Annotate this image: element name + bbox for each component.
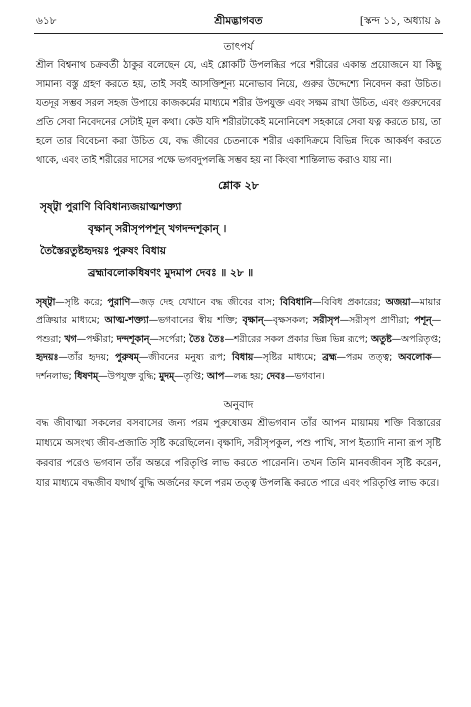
page-number: ৬১৮ (36, 15, 57, 27)
synonym-word: দেবঃ (266, 370, 286, 382)
synonym-word: দন্দশূকান্ (116, 333, 150, 345)
synonym-word: মুদম্ (159, 370, 175, 382)
synonym-meaning: —পশুরা; (36, 315, 441, 345)
synonym-word: হৃদয়ঃ (36, 352, 59, 364)
purport-heading: তাৎপর্য (223, 41, 254, 53)
verse-line: তৈস্তৈরতুষ্টহৃদয়ঃ পুরুষং বিধায় (40, 245, 166, 257)
synonym-meaning: —তৃপ্তি; (174, 370, 207, 382)
synonym-meaning: —সরীসৃপ প্রাণীরা; (339, 315, 415, 327)
synonym-meaning: —সৃষ্টি করে; (55, 296, 108, 308)
synonym-meaning: —জড় দেহ যেখানে বদ্ধ জীবের বাস; (130, 296, 280, 308)
synonym-word: পুরুষম্ (115, 352, 139, 364)
verse-line: বৃক্ষান্ সরীসৃপপশূন্ খগদন্দশূকান্ । (88, 223, 227, 235)
synonym-word: অবলোক (398, 352, 432, 364)
synonym-meaning: —বৃক্ষসকল; (263, 315, 314, 327)
translation-heading: অনুবাদ (223, 398, 254, 411)
synonym-word: পুরাণি (107, 296, 131, 308)
synonym-word: বিবিধানি (279, 296, 312, 308)
synonym-word: অজয়া (385, 296, 411, 308)
synonym-meaning: —ভগবান। (285, 370, 325, 382)
synonyms-text (36, 294, 441, 387)
synonym-meaning: —দর্শনলাভ; (36, 352, 442, 382)
purport-text: শ্রীল বিশ্বনাথ চক্রবর্তী ঠাকুর বলেছেন যে, এই শ্লোকটি উপলব্ধির পরে শরীরের একান্ত প্রয়োজনে যা কিছু সামান্য বস্তু গ্রহণ করতে হয়, তাই সবই আসক্তিশূন্য মনোভাব নিয়ে, গুরুর উদ্দেশ্যে নিবেদন করা উচিত। যতদূর সম্ভব সরল সহজ উপায়ে কাজকর্মের মাধ্যমে শরীর উপযুক্ত এবং সক্ষম রাখা উচিত, এবং গুরুদেবের প্রতি সেবা নিবেদনের সেটাই মূল কথা। কেউ যদি শরীরটাকেই মনোনিবেশ সহকারে সেবা যত্ন করতে চায়, তা হলে তার বিবেচনা করা উচিত যে, বদ্ধ জীবের চেতনাকে শরীর একাদিক্রমে বিভিন্ন দিকে আকর্ষণ করতে থাকে, এবং তাই শরীরের দাসের পক্ষে ভগবদুপলব্ধি সম্ভব হয় না কিংবা শান্তিলাভ করাও যায় না। (36, 60, 441, 166)
synonym-meaning: —ভগবানের স্বীয় শক্তি; (148, 315, 243, 327)
synonym-word: সৃষ্ট্বা (36, 296, 56, 308)
translation-text: বদ্ধ জীবাত্মা সকলের বসবাসের জন্য পরম পুরুষোত্তম শ্রীভগবান তাঁর আপন মায়াময় শক্তি বিস্তারের মাধ্যমে অসংখ্য জীব-প্রজাতি সৃষ্টি করেছিলেন। বৃক্ষাদি, সরীসৃপকুল, পশু পাখি, সাপ ইত্যাদি নানা রূপ সৃষ্টি করবার পরেও ভগবান তাঁর অন্তরে পরিতৃপ্তি লাভ করতে পারেননি। তখন তিনি মানবজীবন সৃষ্টি করেন, যার মাধ্যমে বদ্ধজীব যথার্থ বুদ্ধি অর্জনের ফলে পরম তত্ত্ব উপলব্ধি করতে পারে এবং পরিতৃপ্তি লাভ করে। (36, 417, 441, 489)
synonyms-block (36, 294, 441, 387)
synonym-meaning: —সৃষ্টির মাধ্যমে; (253, 352, 323, 364)
header-divider (34, 33, 443, 34)
verse-title: শ্লোক ২৮ (218, 179, 259, 192)
synonym-word: পশূন্ (414, 315, 432, 327)
synonym-meaning: —উপযুক্ত বুদ্ধি; (98, 370, 160, 382)
synonym-word: তৈঃ তৈঃ (189, 333, 225, 345)
synonym-word: বৃক্ষান্ (242, 315, 264, 327)
synonym-word: ব্রহ্ম (322, 352, 337, 364)
synonym-meaning: —পক্ষীরা; (76, 333, 117, 345)
book-title: শ্রীমদ্ভাগবত (214, 15, 263, 27)
synonym-meaning: —তাঁর হৃদয়; (58, 352, 116, 364)
synonym-word: খগ (64, 333, 77, 345)
running-head (36, 14, 441, 30)
synonym-meaning: —অপরিতৃপ্ত; (391, 333, 442, 345)
synonym-meaning: —সর্পেরা; (149, 333, 190, 345)
synonym-word: বিধায় (231, 352, 254, 364)
verse-text (36, 196, 441, 284)
synonym-word: সরীসৃপ (313, 315, 340, 327)
synonym-meaning: —লব্ধ হয়; (224, 370, 267, 382)
synonym-meaning: —মায়ার প্রক্রিয়ার মাধ্যমে; (36, 296, 441, 327)
verse-line: ব্রহ্মাবলোকধিষণং মুদমাপ দেবঃ ॥ ২৮ ॥ (88, 267, 254, 279)
verse-line: সৃষ্ট্বা পুরাণি বিবিধান্যজয়াত্মশক্ত্যা (40, 201, 182, 213)
synonym-meaning: —শরীরের সকল প্রকার ভিন্ন ভিন্ন রূপে; (224, 333, 371, 345)
synonym-word: আত্ম-শক্ত্যা (104, 315, 149, 327)
synonym-meaning: —জীবনের মনুষ্য রূপ; (138, 352, 232, 364)
page-content (36, 36, 441, 494)
synonym-meaning: —বিবিধ প্রকারের; (311, 296, 386, 308)
synonym-word: ধিষণম্ (74, 370, 99, 382)
synonym-word: অতুষ্ট (370, 333, 392, 345)
synonym-meaning: —পরম তত্ত্ব; (336, 352, 399, 364)
chapter-reference: [স্কন্দ ১১, অধ্যায় ৯ (359, 15, 441, 27)
synonym-word: আপ (206, 370, 225, 382)
